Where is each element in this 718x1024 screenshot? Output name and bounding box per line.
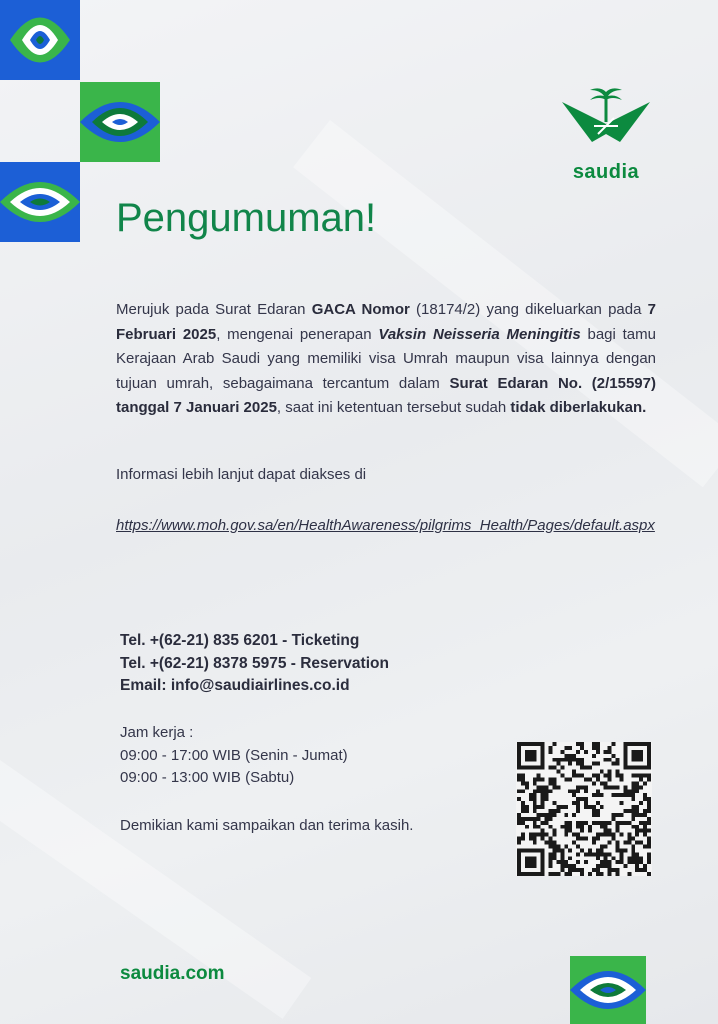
pattern-tile-icon <box>80 82 160 162</box>
saudia-wordmark: saudia <box>572 161 640 183</box>
paragraph-bold-italic: Vaksin Neisseria Meningitis <box>378 325 581 343</box>
contact-block <box>120 630 389 698</box>
hours-saturday: 09:00 - 13:00 WIB (Sabtu) <box>120 769 295 786</box>
paragraph-text: , saat ini ketentuan tersebut sudah <box>276 399 511 416</box>
paragraph-bold: tidak diberlakukan. <box>510 399 647 416</box>
paragraph-text: , mengenai penerapan <box>216 325 379 343</box>
announcement-paragraph <box>116 298 656 421</box>
paragraph-text: Merujuk pada Surat Edaran <box>116 301 312 318</box>
paragraph-text: bagi tamu Kerajaan Arab Saudi yang memiliki visa Umrah maupun visa lainnya dengan tujuan umrah, sebagaimana tercantum dalam <box>116 325 656 392</box>
phone-ticketing: Tel. +(62-21) 835 6201 - Ticketing <box>120 632 360 649</box>
pattern-tile-icon <box>0 162 80 242</box>
hours-label: Jam kerja : <box>120 724 194 741</box>
pattern-tile-icon <box>570 956 646 1024</box>
paragraph-bold: Surat Edaran No. (2/15597) tanggal 7 Januari 2025 <box>116 374 656 416</box>
paragraph-text: (18174/2) yang dikeluarkan pada <box>409 301 648 318</box>
pattern-tile-icon <box>0 0 80 80</box>
qr-code-icon <box>516 742 652 876</box>
saudia-palm-emblem-icon <box>560 84 652 154</box>
closing-text: Demikian kami sampaikan dan terima kasih. <box>120 817 414 834</box>
moh-health-link[interactable]: https://www.moh.gov.sa/en/HealthAwareness/pilgrims_Health/Pages/default.aspx <box>116 517 655 534</box>
website-footer: saudia.com <box>120 963 225 984</box>
announcement-title: Pengumuman! <box>116 196 377 240</box>
hours-weekday: 09:00 - 17:00 WIB (Senin - Jumat) <box>120 746 348 764</box>
working-hours <box>120 722 348 790</box>
saudia-logo <box>556 84 656 184</box>
paragraph-bold: 7 Februari 2025 <box>116 301 656 343</box>
email-contact: Email: info@saudiairlines.co.id <box>120 677 350 694</box>
phone-reservation: Tel. +(62-21) 8378 5975 - Reservation <box>120 654 389 672</box>
info-text: Informasi lebih lanjut dapat diakses di <box>116 466 367 483</box>
paragraph-bold: GACA Nomor <box>311 301 410 318</box>
